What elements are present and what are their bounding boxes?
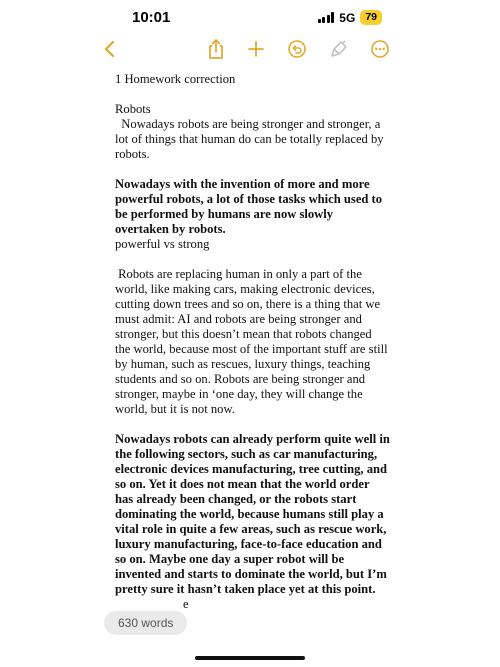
notes-toolbar bbox=[0, 36, 500, 64]
note-paragraph: Robots are replacing human in only a part of the world, like making cars, making electronic devices, cutting down trees and so on, there is a thing that we must admit: AI and robots are being stronger and stronger, but this doesn’t mean that robots changed the world, because most of the important stuff are still by human, such as rescues, luxury things, teaching students and so on. Robots are being stronger and stronger, maybe in ‘one day, they will change the world, but it is not now. bbox=[115, 267, 391, 416]
undo-button[interactable] bbox=[284, 36, 310, 62]
back-chevron-icon bbox=[102, 39, 118, 59]
note-body[interactable] bbox=[115, 72, 390, 612]
blank-line bbox=[115, 162, 390, 177]
add-icon bbox=[247, 40, 265, 58]
note-paragraph-correction: Nowadays robots can already perform quite well in the following sectors, such as car manufacturing, electronic devices manufacturing, tree cutting, and so on. Yet it does not mean that the world order has already been changed, or the robots start dominating the world, because humans still play a vital role in quite a few areas, such as rescue work, luxury manufacturing, face-to-face education and so on. Maybe one day a super robot will be invented and starts to dominate the world, but I’m pretty sure it hasn’t taken place yet at this point. bbox=[115, 432, 390, 596]
share-icon bbox=[206, 38, 226, 60]
word-count-badge: 630 words bbox=[104, 611, 187, 635]
undo-icon bbox=[287, 39, 307, 59]
home-indicator bbox=[195, 656, 305, 660]
share-button[interactable] bbox=[203, 36, 229, 62]
status-indicators bbox=[318, 10, 382, 25]
status-time: 10:01 bbox=[132, 9, 171, 26]
note-trailing-fragment: e bbox=[183, 597, 189, 611]
more-button[interactable] bbox=[367, 36, 393, 62]
network-type: 5G bbox=[339, 10, 356, 25]
note-paragraph: powerful vs strong bbox=[115, 237, 210, 251]
status-bar bbox=[0, 0, 500, 36]
blank-line bbox=[115, 417, 390, 432]
note-paragraph: Nowadays robots are being stronger and stronger, a lot of things that human do can be totally replaced by robots. bbox=[115, 117, 387, 161]
markup-icon bbox=[329, 39, 349, 59]
more-icon bbox=[370, 39, 390, 59]
note-title: 1 Homework correction bbox=[115, 72, 236, 86]
markup-button[interactable] bbox=[326, 36, 352, 62]
blank-line bbox=[115, 252, 390, 267]
battery-icon: 79 bbox=[360, 10, 382, 25]
note-paragraph-correction: Nowadays with the invention of more and more powerful robots, a lot of those tasks which used to be performed by humans are now slowly overtaken by robots. bbox=[115, 177, 383, 236]
signal-strength-icon bbox=[318, 12, 335, 23]
back-button[interactable] bbox=[97, 36, 123, 62]
note-heading: Robots bbox=[115, 102, 151, 116]
add-button[interactable] bbox=[243, 36, 269, 62]
blank-line bbox=[115, 87, 390, 102]
